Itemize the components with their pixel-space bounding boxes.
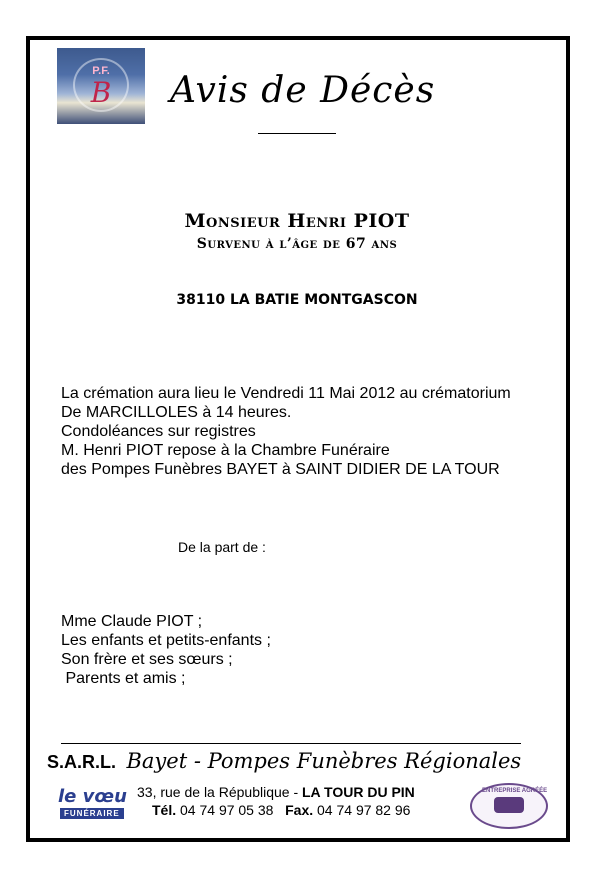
fax-value: 04 74 97 82 96: [313, 802, 411, 818]
address-street: 33, rue de la République -: [137, 784, 302, 800]
title-divider: [258, 133, 336, 134]
family-line: Les enfants et petits-enfants ;: [61, 632, 271, 649]
company-prefix: S.A.R.L.: [47, 752, 117, 772]
tel-value: 04 74 97 05 38: [176, 802, 286, 818]
ceremony-line: De MARCILLOLES à 14 heures.: [61, 404, 292, 421]
from-label: De la part de :: [178, 539, 266, 555]
tel-label: Tél.: [152, 802, 177, 818]
ceremony-line: Condoléances sur registres: [61, 423, 256, 440]
address-city: LA TOUR DU PIN: [302, 784, 415, 800]
family-line: Mme Claude PIOT ;: [61, 613, 203, 630]
funeral-home-logo: [57, 48, 145, 124]
company-name: Bayet - Pompes Funèbres Régionales: [126, 749, 522, 773]
ceremony-line: M. Henri PIOT repose à la Chambre Funéraire: [61, 442, 390, 459]
company-phones: [152, 802, 410, 818]
family-line: Son frère et ses sœurs ;: [61, 651, 233, 668]
family-line: Parents et amis ;: [61, 670, 186, 687]
badge-label: ENTREPRISE AGRÉÉE: [482, 788, 548, 794]
deceased-age: Survenu à l’âge de 67 ans: [196, 236, 398, 252]
logo-initials-top: P.F.: [92, 65, 110, 77]
footer-divider: [61, 743, 521, 744]
company-line: [47, 749, 521, 773]
family-list: [61, 612, 271, 688]
ceremony-line: des Pompes Funèbres BAYET à SAINT DIDIER DE LA TOUR: [61, 461, 500, 478]
funeraire-logo-text: FUNÉRAIRE: [60, 808, 124, 819]
ceremony-line: La crémation aura lieu le Vendredi 11 Mai 2012 au crématorium: [61, 385, 511, 402]
deceased-town: 38110 LA BATIE MONTGASCON: [176, 292, 418, 308]
logo-initials-bottom: B: [90, 76, 112, 109]
le-voeu-logo-text: le vœu: [58, 786, 127, 807]
page-title: Avis de Décès: [170, 70, 436, 111]
approved-company-badge: [470, 783, 548, 829]
fax-label: Fax.: [285, 802, 314, 818]
company-address: [137, 784, 415, 800]
deceased-name: Monsieur Henri PIOT: [184, 210, 410, 232]
ceremony-details: [61, 384, 511, 479]
badge-emblem-icon: [494, 797, 524, 813]
le-voeu-funeraire-logo: [52, 786, 130, 824]
